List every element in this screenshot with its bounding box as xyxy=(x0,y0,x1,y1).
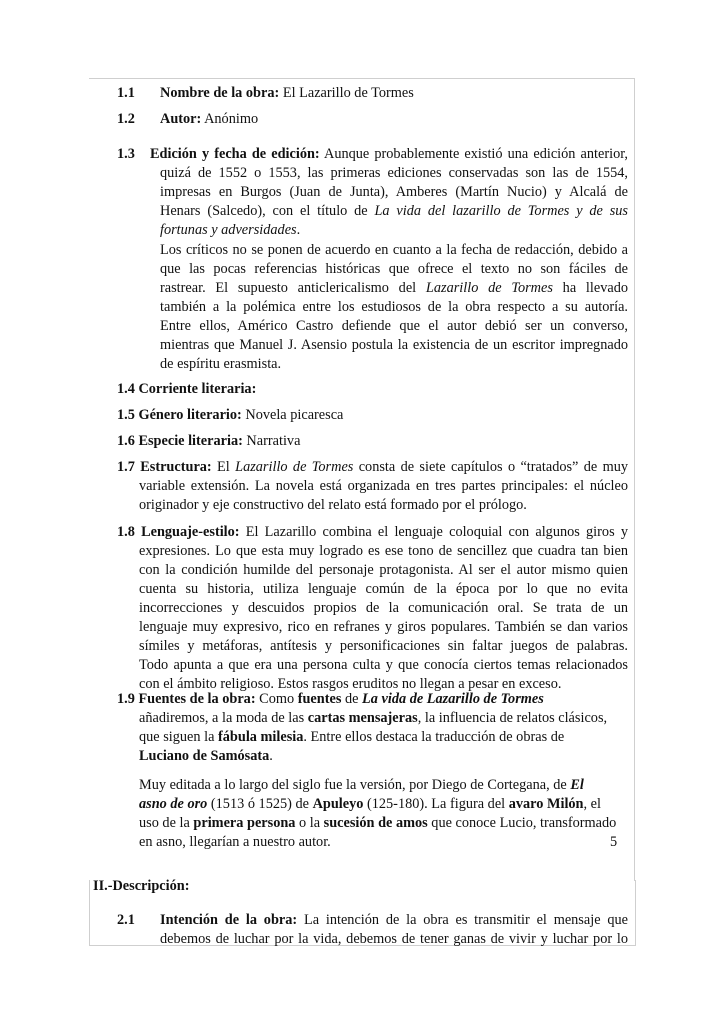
paragraph-line: impresas en Burgos (Juan de Junta), Amberes (Martín Nucio) y Alcalá de xyxy=(160,184,628,200)
item-1-1 xyxy=(160,84,414,103)
item-label: 1.9 Fuentes de la obra: xyxy=(117,691,256,707)
page-number: 5 xyxy=(610,834,618,850)
paragraph-line: incorrecciones y descuidos propios de la comunicación oral. Se trata de un xyxy=(139,600,628,616)
italic-title: Lazarillo de Tormes xyxy=(235,459,354,475)
item-1-6 xyxy=(117,432,300,451)
bold-term: Apuleyo xyxy=(312,796,364,812)
paragraph-line xyxy=(160,202,628,221)
item-value: El Lazarillo de Tormes xyxy=(279,85,414,101)
text-run: consta de siete capítulos o “tratados” de muy xyxy=(353,459,629,475)
paragraph-line xyxy=(117,690,628,709)
text-run: (125-180). La figura del xyxy=(363,796,509,812)
paragraph-line: de espíritu erasmista. xyxy=(160,356,282,372)
paragraph-line xyxy=(139,747,628,766)
item-value: Anónimo xyxy=(201,111,259,127)
item-1-3-paragraph-2 xyxy=(160,241,628,374)
paragraph-line: expresiones. Lo que esta muy logrado es ese tono de sencillez que cuadra tan bien xyxy=(139,543,628,559)
item-1-9-paragraph-2 xyxy=(139,776,628,852)
text-run: . xyxy=(269,748,273,764)
paragraph-line xyxy=(139,709,628,728)
italic-title: La vida del lazarillo de Tormes y de sus xyxy=(374,203,628,219)
text-run: . Entre ellos destaca la traducción de obras de xyxy=(303,729,565,745)
text-run: ha llevado xyxy=(552,280,628,296)
text-run: , el xyxy=(583,796,601,812)
text-run: El xyxy=(211,459,236,475)
bold-italic-title: La vida de Lazarillo de Tormes xyxy=(362,691,544,707)
item-2-1 xyxy=(160,911,628,949)
item-number: 1.1 xyxy=(117,85,135,101)
item-1-2 xyxy=(160,110,258,129)
text-run: La intención de la obra es transmitir el mensaje que xyxy=(297,912,628,928)
item-label: 1.4 Corriente literaria: xyxy=(117,381,257,397)
text-run: añadiremos, a la moda de las xyxy=(139,710,308,726)
text-run: (1513 ó 1525) de xyxy=(207,796,313,812)
item-label: 1.7 Estructura: xyxy=(117,459,212,475)
bold-term: sucesión de amos xyxy=(323,815,428,831)
item-number: 2.1 xyxy=(117,912,135,928)
item-1-7 xyxy=(117,458,628,515)
paragraph-line: variable extensión. La novela está organizada en tres partes principales: el núcleo xyxy=(139,478,628,494)
paragraph-line: Todo apunta a que era una persona culta y que conocía ciertos temas relacionados xyxy=(139,657,628,673)
text-run: Henars (Salcedo), con el título de xyxy=(160,203,375,219)
paragraph-line xyxy=(160,221,628,240)
paragraph-line xyxy=(117,523,628,542)
item-1-5 xyxy=(117,406,343,425)
item-number: 1.2 xyxy=(117,111,135,127)
paragraph-line: Los críticos no se ponen de acuerdo en cuanto a la fecha de redacción, debido a xyxy=(160,242,628,258)
paragraph-line: quizá de 1552 o 1553, las primeras ediciones conservadas son las de 1554, xyxy=(160,165,628,181)
paragraph-line xyxy=(160,279,628,298)
bold-term: Luciano de Samósata xyxy=(139,748,270,764)
text-run: Muy editada a lo largo del siglo fue la versión, por Diego de Cortegana, de xyxy=(139,777,571,793)
paragraph-line xyxy=(139,814,628,833)
item-label: Autor: xyxy=(160,111,202,127)
text-run: rastrear. El supuesto anticlericalismo del xyxy=(160,280,426,296)
text-run: . xyxy=(296,222,301,238)
item-label: Nombre de la obra: xyxy=(160,85,280,101)
section-heading xyxy=(93,877,190,896)
paragraph-line: que las pocas referencias históricas que ofrece el texto no son fáciles de xyxy=(160,261,628,277)
paragraph-line xyxy=(160,911,628,930)
paragraph-line xyxy=(139,776,628,795)
paragraph-line: Entre ellos, Américo Castro defiende que el autor debió ser un converso, xyxy=(160,318,628,334)
paragraph-line: con la condición humilde del personaje protagonista. Al ser el autor mismo quien xyxy=(139,562,628,578)
item-value: Novela picaresca xyxy=(241,407,344,423)
bold-italic-title: asno de oro xyxy=(139,796,208,812)
paragraph-line: cuenta su historia, utiliza lenguaje común de la época por lo que no evita xyxy=(139,581,628,597)
item-label: Intención de la obra: xyxy=(160,912,298,928)
text-run: , la influencia de relatos clásicos, xyxy=(417,710,608,726)
item-1-4 xyxy=(117,380,256,399)
paragraph-line: con el ámbito religioso. Estos rasgos eruditos no llegan a pesar en exceso. xyxy=(139,676,562,692)
paragraph-line: mientras que Manuel J. Asensio postula la existencia de un escritor impregnado xyxy=(160,337,628,353)
paragraph-line: debemos de luchar por la vida, debemos de tener ganas de vivir y luchar por lo xyxy=(160,931,628,947)
italic-title: fortunas y adversidades xyxy=(160,222,297,238)
text-run: que siguen la xyxy=(139,729,219,745)
item-value: Narrativa xyxy=(242,433,301,449)
paragraph-line: símiles y metáforas, antítesis y personificaciones sin faltar juegos de palabras. xyxy=(139,638,628,654)
item-1-9 xyxy=(117,690,628,766)
item-label: Edición y fecha de edición: xyxy=(150,146,320,162)
paragraph-line xyxy=(139,795,628,814)
bold-term: avaro Milón xyxy=(508,796,584,812)
text-run: o la xyxy=(295,815,324,831)
paragraph-line: lenguaje muy expresivo, rico en refranes y giros populares. También se dan varios xyxy=(139,619,628,635)
paragraph-line xyxy=(117,458,628,477)
text-run: uso de la xyxy=(139,815,194,831)
section-title: II.-Descripción: xyxy=(93,878,190,894)
paragraph-line: también a la polémica entre los estudiosos de la obra respecto a su autoría. xyxy=(160,299,628,315)
paragraph-line: Aunque probablemente existió una edición anterior, xyxy=(319,146,628,162)
item-number: 1.3 xyxy=(117,146,135,162)
text-run: El Lazarillo combina el lenguaje coloquial con algunos giros y xyxy=(239,524,628,540)
bold-term: fábula milesia xyxy=(218,729,304,745)
bold-italic-title: El xyxy=(570,777,584,793)
bold-term: fuentes xyxy=(297,691,342,707)
bold-term: cartas mensajeras xyxy=(307,710,418,726)
item-label: 1.6 Especie literaria: xyxy=(117,433,243,449)
text-run: Como xyxy=(255,691,298,707)
bold-term: primera persona xyxy=(193,815,296,831)
item-1-3 xyxy=(150,145,628,240)
item-1-8 xyxy=(117,523,628,694)
paragraph-line: originador y eje constructivo del relato está formado por el prólogo. xyxy=(139,497,527,513)
italic-title: Lazarillo de Tormes xyxy=(425,280,553,296)
text-run: de xyxy=(341,691,363,707)
item-label: 1.5 Género literario: xyxy=(117,407,242,423)
text-run: que conoce Lucio, transformado xyxy=(427,815,617,831)
paragraph-line xyxy=(139,728,628,747)
item-label: 1.8 Lenguaje-estilo: xyxy=(117,524,240,540)
paragraph-line: en asno, llegarían a nuestro autor. xyxy=(139,834,331,850)
